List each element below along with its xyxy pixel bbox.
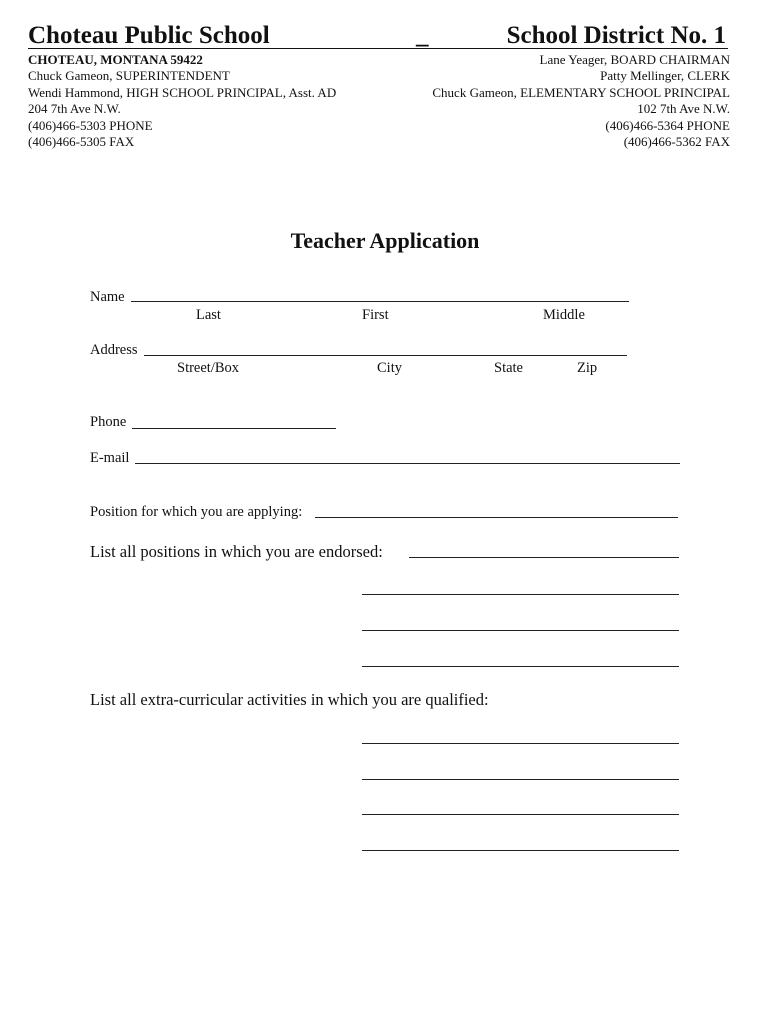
school-address-line: 204 7th Ave N.W. xyxy=(28,101,121,117)
position-field[interactable] xyxy=(315,517,678,518)
extracurricular-field-1[interactable] xyxy=(362,743,679,744)
header-rule xyxy=(28,48,728,49)
name-last-caption: Last xyxy=(196,307,221,323)
address-label: Address xyxy=(90,342,138,358)
name-field[interactable] xyxy=(131,301,629,302)
address-field[interactable] xyxy=(144,355,627,356)
district-phone-line: (406)466-5364 PHONE xyxy=(605,117,730,133)
form-title: Teacher Application xyxy=(290,228,480,253)
phone-label: Phone xyxy=(90,414,127,430)
school-fax-line: (406)466-5305 FAX xyxy=(28,134,135,150)
board-chairman-line: Lane Yeager, BOARD CHAIRMAN xyxy=(539,52,730,67)
extracurricular-field-3[interactable] xyxy=(362,814,679,815)
school-phone-line: (406)466-5303 PHONE xyxy=(28,117,153,133)
extracurricular-field-2[interactable] xyxy=(362,779,679,780)
clerk-line: Patty Mellinger, CLERK xyxy=(600,68,730,84)
left-contact-block xyxy=(28,52,336,150)
elementary-principal-line: Chuck Gameon, ELEMENTARY SCHOOL PRINCIPAL xyxy=(432,84,730,100)
district-fax-line: (406)466-5362 FAX xyxy=(623,134,730,150)
address-street-caption: Street/Box xyxy=(177,360,240,376)
phone-field[interactable] xyxy=(132,428,336,429)
school-name: Choteau Public School xyxy=(28,22,270,49)
name-first-caption: First xyxy=(362,307,389,323)
district-address-line: 102 7th Ave N.W. xyxy=(637,101,730,117)
endorsed-field-3[interactable] xyxy=(362,630,679,631)
position-label: Position for which you are applying: xyxy=(90,504,303,520)
email-label: E-mail xyxy=(90,450,130,466)
high-school-principal-line: Wendi Hammond, HIGH SCHOOL PRINCIPAL, Asst. AD xyxy=(28,84,337,100)
name-label: Name xyxy=(90,289,125,305)
superintendent-line: Chuck Gameon, SUPERINTENDENT xyxy=(28,68,230,84)
district-name: School District No. 1 xyxy=(506,22,726,49)
endorsed-field-2[interactable] xyxy=(362,594,679,595)
endorsed-label: List all positions in which you are endorsed: xyxy=(90,542,383,561)
right-contact-block xyxy=(432,52,730,150)
endorsed-field-1[interactable] xyxy=(409,557,679,558)
extracurricular-field-4[interactable] xyxy=(362,850,679,851)
address-state-caption: State xyxy=(494,360,523,376)
address-city-caption: City xyxy=(377,360,402,376)
extracurricular-label: List all extra-curricular activities in which you are qualified: xyxy=(90,690,489,709)
email-field[interactable] xyxy=(135,463,680,464)
address-zip-caption: Zip xyxy=(577,360,598,376)
school-location: CHOTEAU, MONTANA 59422 xyxy=(28,52,203,67)
name-middle-caption: Middle xyxy=(543,307,585,323)
endorsed-field-4[interactable] xyxy=(362,666,679,667)
title-separator: _ xyxy=(416,22,429,49)
